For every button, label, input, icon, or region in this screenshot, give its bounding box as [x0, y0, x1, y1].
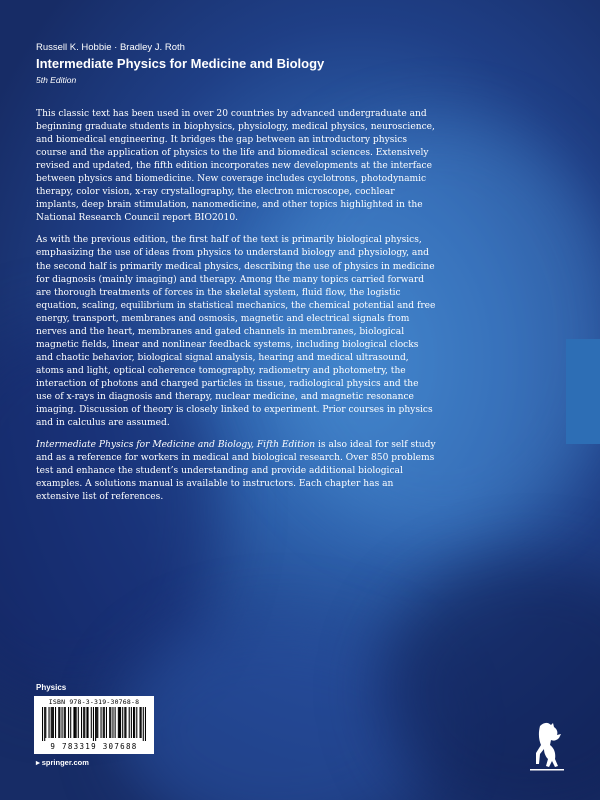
barcode-box — [34, 696, 154, 754]
barcode-bar — [125, 707, 126, 738]
blurb — [36, 108, 436, 513]
barcode-bar — [101, 707, 102, 738]
barcode-bar — [134, 707, 135, 738]
barcode-bar — [78, 707, 79, 738]
barcode-bar — [136, 707, 137, 738]
barcode-bar — [109, 707, 110, 738]
barcode-icon — [42, 707, 146, 741]
barcode-bar — [68, 707, 69, 738]
edition: 5th Edition — [36, 75, 77, 85]
barcode-bar — [124, 707, 125, 738]
barcode-bar — [64, 707, 65, 738]
barcode-bar — [103, 707, 104, 738]
barcode-bar — [52, 707, 53, 738]
authors: Russell K. Hobbie · Bradley J. Roth — [36, 42, 185, 53]
barcode-bar — [110, 707, 111, 738]
subject-label: Physics — [36, 683, 67, 692]
barcode-bar — [104, 707, 105, 738]
barcode-bar — [96, 707, 97, 738]
book-title: Intermediate Physics for Medicine and Biology — [36, 56, 325, 71]
barcode-bar — [122, 707, 123, 738]
barcode-bar — [106, 707, 107, 738]
barcode-bar — [118, 707, 119, 738]
barcode-bar — [119, 707, 120, 738]
barcode-bar — [65, 707, 66, 738]
barcode-bar — [93, 707, 94, 741]
barcode-bar — [95, 707, 96, 741]
barcode-bar — [73, 707, 74, 738]
barcode-bar — [91, 707, 92, 738]
barcode-bar — [53, 707, 54, 738]
barcode-bar — [45, 707, 46, 738]
blurb-title-italic: Intermediate Physics for Medicine and Biology, Fifth Edition — [36, 440, 316, 451]
isbn: ISBN 978-3-319-30768-8 — [48, 698, 140, 706]
barcode-bar — [76, 707, 77, 738]
barcode-bar — [75, 707, 76, 738]
barcode-bar — [59, 707, 60, 738]
barcode-bar — [133, 707, 134, 738]
barcode-digits: 9 783319 307688 — [50, 742, 138, 751]
blurb-paragraph-3 — [36, 439, 436, 504]
barcode-bar — [140, 707, 141, 738]
barcode-bar — [81, 707, 82, 738]
publisher-url-text: springer.com — [41, 758, 89, 767]
barcode-bar — [42, 707, 43, 741]
barcode-bar — [120, 707, 121, 738]
barcode-bar — [58, 707, 59, 738]
barcode-bar — [55, 707, 56, 738]
barcode-bar — [86, 707, 87, 738]
barcode-bar — [49, 707, 50, 738]
barcode-bar — [44, 707, 45, 741]
side-color-tab — [566, 339, 600, 444]
springer-horse-logo-icon — [526, 718, 568, 774]
blurb-paragraph-3-text: is also ideal for self study and as a reference for workers in medical and biological research. Over 850 problems test and enhance the student’s understanding and provide additional biological examples. A solutions manual is available to instructors. Each chapter has an extensive list of references. — [36, 440, 436, 503]
barcode-bar — [84, 707, 85, 738]
barcode-bar — [51, 707, 52, 738]
barcode-bar — [145, 707, 146, 741]
barcode-bar — [129, 707, 130, 738]
barcode-bar — [143, 707, 144, 741]
publisher-url — [36, 758, 89, 767]
blurb-paragraph-2: As with the previous edition, the first half of the text is primarily biological physics, emphasizing the use of ideas from physics to understand biology and physiology, and the second half is primarily medical physics, describing the use of physics in medicine for diagnosis (mainly imaging) and therapy. Among the many topics carried forward are thorough treatments of forces in the skeletal system, fluid flow, the logistic equation, scaling, equilibrium in statistical mechanics, the chemical potential and free energy, transport, membranes and osmosis, magnetic and electrical signals from nerves and the heart, membranes and gated channels in membranes, biological magnetic fields, linear and nonlinear feedback systems, including biological clocks and chaotic behavior, biological signal analysis, hearing and medical ultrasound, atoms and light, optical coherence tomography, radiometry and photometry, the interaction of photons and charged particles in tissue, radiological physics and the use of x-rays in diagnosis and therapy, nuclear medicine, and magnetic resonance imaging. Discussion of theory is closely linked to experiment. Prior courses in physics and in calculus are assumed. — [36, 235, 436, 429]
arrow-icon: ▸ — [36, 758, 40, 767]
blurb-paragraph-1: This classic text has been used in over 20 countries by advanced undergraduate and beginning graduate students in biophysics, physiology, medical physics, neuroscience, and biomedical engineering. It bridges the gap between an introductory physics course and the application of physics to the life and biomedical sciences. Extensively revised and updated, the fifth edition incorporates new developments at the interface between physics and biomedicine. New coverage includes cyclotrons, photodynamic therapy, color vision, x-ray crystallography, the electron microscope, cochlear implants, deep brain stimulation, nanomedicine, and other topics highlighted in the National Research Council report BIO2010. — [36, 109, 435, 224]
barcode-bar — [83, 707, 84, 738]
barcode-bar — [115, 707, 116, 738]
barcode-bar — [131, 707, 132, 738]
barcode-bar — [62, 707, 63, 738]
barcode-bar — [112, 707, 113, 738]
barcode-bar — [70, 707, 71, 738]
barcode-bar — [97, 707, 98, 738]
barcode-bar — [141, 707, 142, 738]
barcode-bar — [88, 707, 89, 738]
